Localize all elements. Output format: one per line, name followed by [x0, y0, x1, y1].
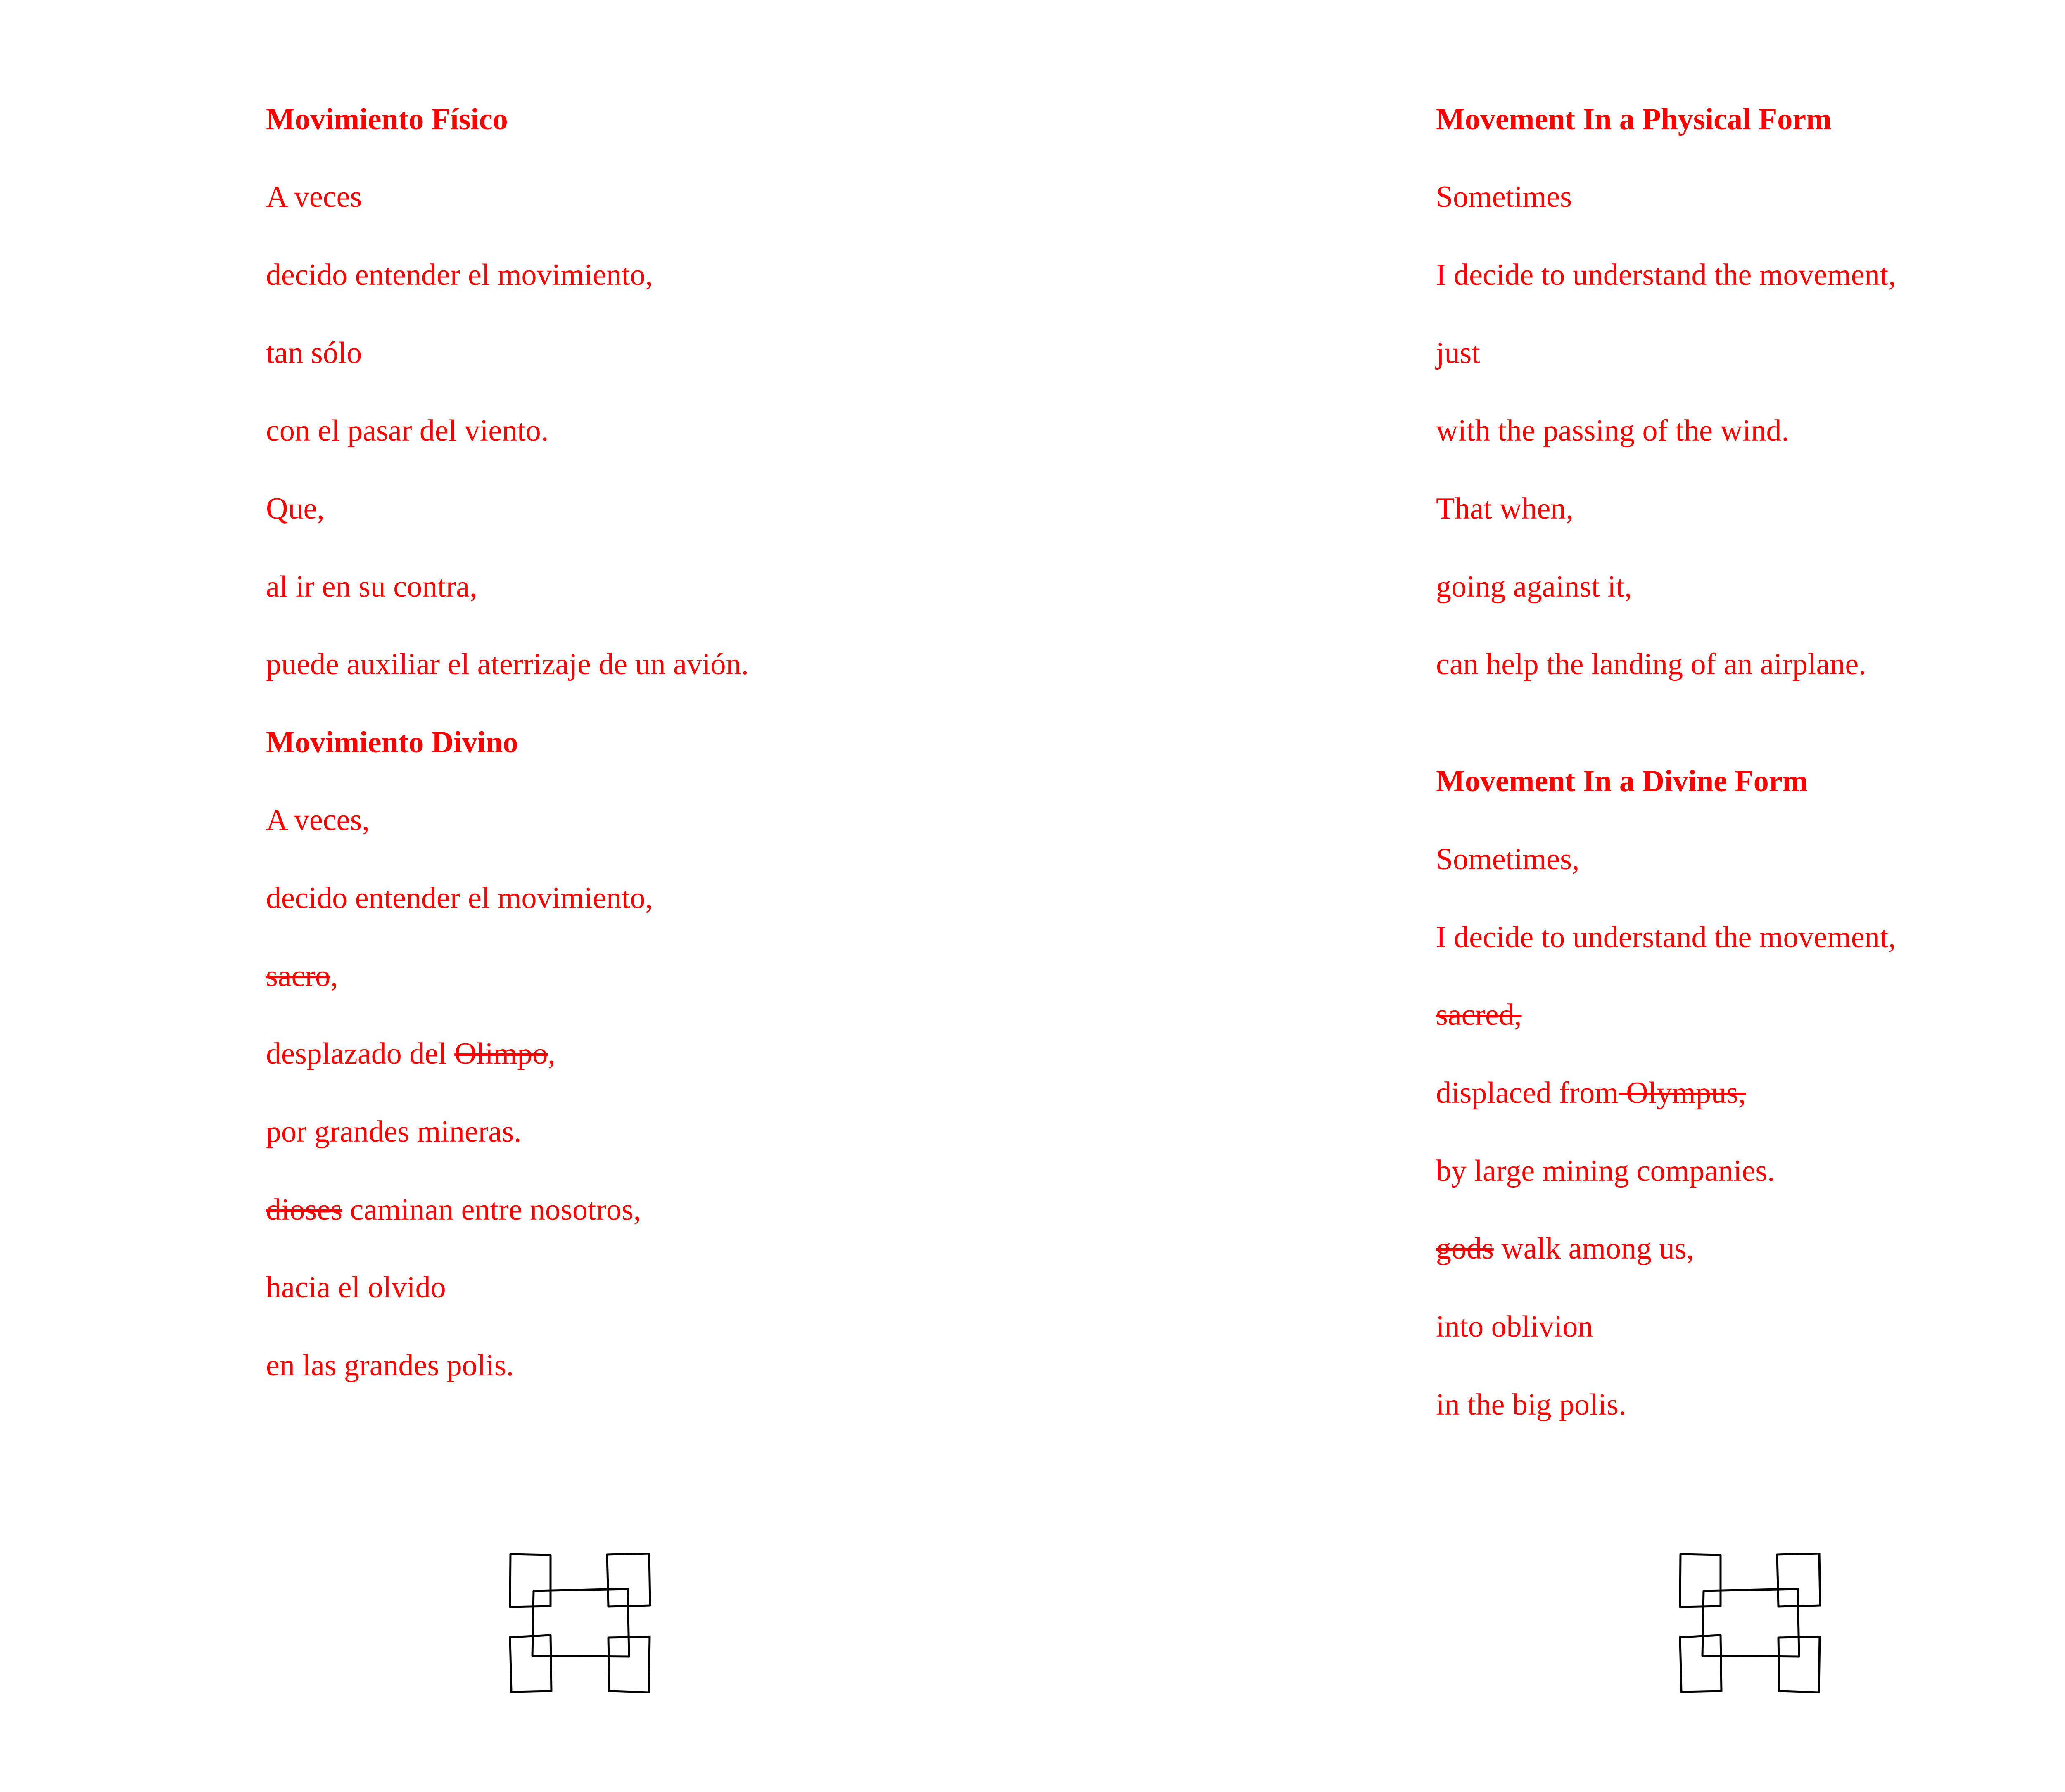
- text-segment: That when,: [1436, 492, 1574, 526]
- poem-line: [266, 182, 362, 212]
- text-segment: I decide to understand the movement,: [1436, 920, 1896, 954]
- poem-line: [1436, 493, 1574, 524]
- poem-line: [1436, 649, 1866, 680]
- poem-line: [1436, 415, 1789, 446]
- text-segment: with the passing of the wind.: [1436, 414, 1790, 448]
- text-segment: con el pasar del viento.: [266, 414, 549, 448]
- text-segment: Sometimes,: [1436, 842, 1580, 876]
- text-segment: can help the landing of an airplane.: [1436, 647, 1866, 681]
- interlocking-squares-icon: [1678, 1553, 1827, 1693]
- text-segment: in the big polis.: [1436, 1388, 1626, 1422]
- poem-line: [1436, 571, 1632, 602]
- poem-line: [266, 415, 548, 446]
- text-segment: tan sólo: [266, 336, 362, 370]
- poem-line: [1436, 1078, 1746, 1108]
- struck-word: Olympus,: [1618, 1076, 1746, 1110]
- text-segment: displaced from: [1436, 1076, 1619, 1110]
- poem-line: [1436, 1000, 1521, 1030]
- text-segment: ,: [548, 1037, 555, 1071]
- struck-word: dioses: [266, 1193, 342, 1227]
- poem-line: [266, 805, 370, 835]
- poem-line: [266, 571, 477, 602]
- poem-line: [266, 961, 338, 991]
- poem-title: [266, 727, 518, 758]
- text-segment: A veces: [266, 180, 362, 214]
- poem-line: [1436, 338, 1480, 368]
- text-segment: walk among us,: [1493, 1232, 1694, 1266]
- struck-word: sacro: [266, 959, 331, 993]
- text-segment: I decide to understand the movement,: [1436, 258, 1896, 292]
- text-segment: hacia el olvido: [266, 1271, 446, 1304]
- poem-line: [1436, 1233, 1694, 1264]
- interlocking-squares-icon: [508, 1553, 657, 1693]
- struck-word: gods: [1436, 1232, 1494, 1266]
- text-segment: decido entender el movimiento,: [266, 258, 653, 292]
- text-segment: por grandes mineras.: [266, 1115, 522, 1149]
- poem-title: [266, 104, 508, 135]
- text-segment: Movement In a Physical Form: [1436, 102, 1832, 136]
- text-segment: ,: [330, 959, 338, 993]
- text-segment: Movimiento Divino: [266, 725, 518, 759]
- text-segment: into oblivion: [1436, 1310, 1593, 1344]
- poem-line: [1436, 260, 1896, 290]
- poem-line: [1436, 182, 1572, 212]
- poem-line: [1436, 1311, 1593, 1342]
- text-segment: en las grandes polis.: [266, 1349, 514, 1382]
- poem-line: [266, 1195, 641, 1225]
- poem-line: [266, 260, 653, 290]
- text-segment: going against it,: [1436, 570, 1632, 604]
- poem-line: [1436, 1389, 1626, 1420]
- text-segment: desplazado del: [266, 1037, 455, 1071]
- text-segment: by large mining companies.: [1436, 1154, 1775, 1188]
- text-segment: Movement In a Divine Form: [1436, 764, 1808, 798]
- poem-line: [1436, 844, 1579, 875]
- poem-line: [266, 883, 653, 913]
- poem-line: [1436, 1156, 1775, 1186]
- text-segment: decido entender el movimiento,: [266, 881, 653, 915]
- poem-line: [266, 493, 325, 524]
- text-segment: Sometimes: [1436, 180, 1572, 214]
- poem-title: [1436, 766, 1808, 796]
- struck-word: sacred,: [1436, 998, 1522, 1032]
- text-segment: Movimiento Físico: [266, 102, 508, 136]
- poem-line: [266, 649, 749, 680]
- text-segment: al ir en su contra,: [266, 570, 477, 604]
- poem-line: [266, 1038, 555, 1069]
- poem-title: [1436, 104, 1832, 135]
- poem-line: [266, 338, 362, 368]
- poem-line: [266, 1116, 522, 1147]
- text-segment: caminan entre nosotros,: [342, 1193, 641, 1227]
- text-segment: A veces,: [266, 803, 370, 837]
- poem-line: [1436, 922, 1896, 953]
- struck-word: Olimpo: [454, 1037, 548, 1071]
- poem-line: [266, 1350, 514, 1381]
- text-segment: puede auxiliar el aterrizaje de un avión.: [266, 647, 749, 681]
- text-segment: just: [1436, 336, 1480, 370]
- poem-line: [266, 1272, 446, 1303]
- text-segment: Que,: [266, 492, 325, 526]
